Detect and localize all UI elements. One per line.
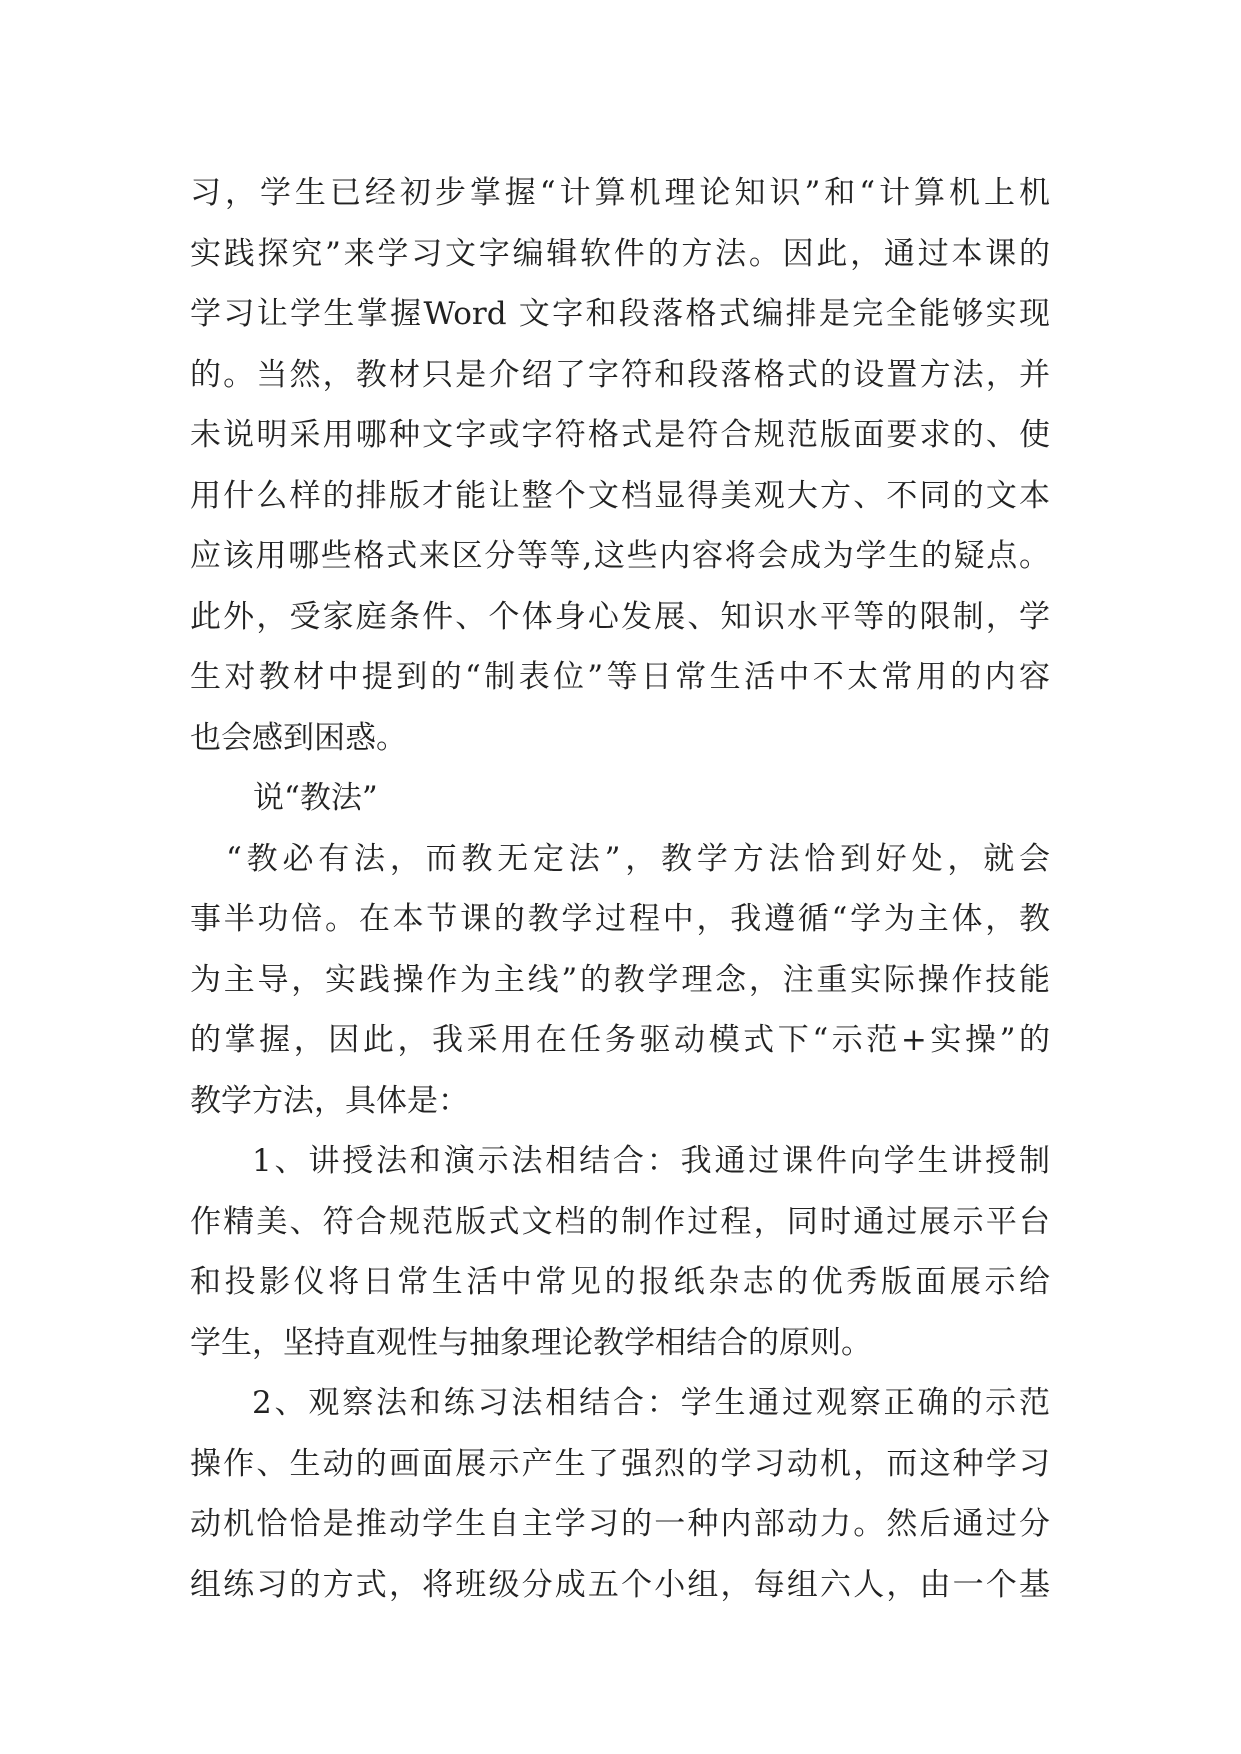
text-line: 实践探究”来学习文字编辑软件的方法。因此，通过本课的 — [190, 235, 1050, 272]
text-line: 此外，受家庭条件、个体身心发展、知识水平等的限制，学 — [190, 598, 1050, 635]
text-line: 2、观察法和练习法相结合：学生通过观察正确的示范 — [252, 1385, 1050, 1421]
text-line: 1、讲授法和演示法相结合：我通过课件向学生讲授制 — [252, 1143, 1050, 1179]
text-line: 教学方法，具体是： — [190, 1082, 469, 1119]
text-line: 事半功倍。在本节课的教学过程中，我遵循“学为主体，教 — [190, 901, 1050, 937]
text-line: 的掌握，因此，我采用在任务驱动模式下“示范+实操”的 — [190, 1022, 1050, 1058]
text-line: 为主导，实践操作为主线”的教学理念，注重实际操作技能 — [190, 961, 1050, 998]
text-line: 习，学生已经初步掌握“计算机理论知识”和“计算机上机 — [190, 175, 1050, 211]
text-line: 也会感到困惑。 — [190, 719, 407, 756]
text-line: 操作、生动的画面展示产生了强烈的学习动机，而这种学习 — [190, 1445, 1050, 1482]
text-line: 动机恰恰是推动学生自主学习的一种内部动力。然后通过分 — [190, 1506, 1050, 1542]
text-line: 学习让学生掌握Word 文字和段落格式编排是完全能够实现 — [190, 296, 1050, 332]
text-line: 的。当然，教材只是介绍了字符和段落格式的设置方法，并 — [190, 356, 1050, 393]
body-text — [190, 163, 1050, 1615]
text-line: 组练习的方式，将班级分成五个小组，每组六人，由一个基 — [190, 1566, 1050, 1603]
text-line: 生对教材中提到的“制表位”等日常生活中不太常用的内容 — [190, 659, 1050, 695]
text-line: 和投影仪将日常生活中常见的报纸杂志的优秀版面展示给 — [190, 1264, 1050, 1300]
section-heading: 说“教法” — [253, 780, 378, 816]
text-line: “教必有法，而教无定法”，教学方法恰到好处，就会 — [226, 840, 1050, 877]
text-line: 学生，坚持直观性与抽象理论教学相结合的原则。 — [190, 1324, 872, 1361]
text-line: 未说明采用哪种文字或字符格式是符合规范版面要求的、使 — [190, 417, 1050, 453]
text-line: 用什么样的排版才能让整个文档显得美观大方、不同的文本 — [190, 477, 1050, 514]
text-line: 作精美、符合规范版式文档的制作过程，同时通过展示平台 — [190, 1203, 1050, 1240]
text-line: 应该用哪些格式来区分等等,这些内容将会成为学生的疑点。 — [190, 538, 1050, 574]
